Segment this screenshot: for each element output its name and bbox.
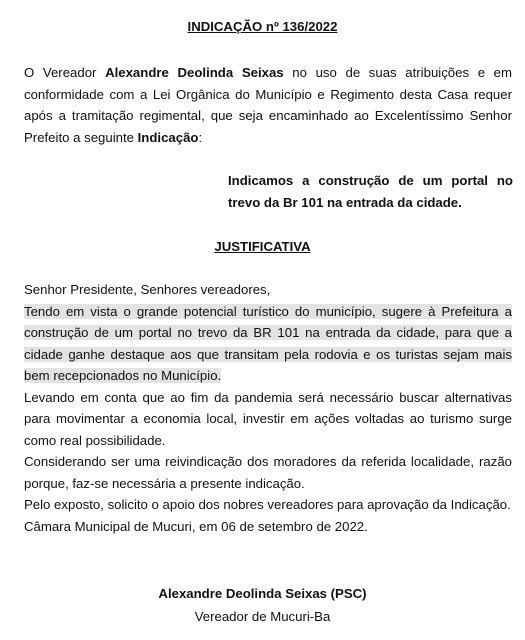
date-line: Câmara Municipal de Mucuri, em 06 de setembro de 2022. — [24, 518, 368, 534]
justification-paragraph: Considerando ser uma reivindicação dos moradores da referida localidade, razão porque, faz-se necessária a presente indicação. — [24, 454, 512, 491]
intro-text: no uso de suas atribuições e em conformidade com a Lei Orgânica do Município e Regimento desta Casa requer após a tramitação regimental, que seja encaminhado ao Excelentíssimo Senhor Prefeito a seguinte — [24, 65, 513, 145]
highlighted-text: Tendo em vista o grande potencial turístico do município, sugere à Prefeitura a construção de um portal no trevo da BR 101 na entrada da cidade, para que a cidade ganhe destaque aos que transitam pela rodovia e os turistas sejam mais bem recepcionados no Município. — [24, 303, 512, 383]
intro-paragraph — [24, 62, 512, 148]
signature-name: Alexandre Deolinda Seixas (PSC) — [158, 586, 367, 601]
document-title: INDICAÇÃO nº 136/2022 — [187, 19, 338, 34]
justification-paragraph — [24, 301, 512, 387]
request-paragraph: Pelo exposto, solicito o apoio dos nobres vereadores para aprovação da Indicação. — [24, 497, 511, 512]
indication-term: Indicação — [137, 129, 199, 145]
justification-paragraph: Levando em conta que ao fim da pandemia será necessário buscar alternativas para movimentar a economia local, investir em ações voltadas ao turismo surge como real possibilidade. — [24, 389, 512, 448]
salutation: Senhor Presidente, Senhores vereadores, — [24, 282, 271, 297]
intro-suffix: : — [198, 129, 203, 145]
justification-heading: JUSTIFICATIVA — [214, 239, 311, 254]
signature-role: Vereador de Mucuri-Ba — [194, 609, 331, 624]
justification-body — [24, 279, 512, 537]
indication-text: Indicamos a construção de um portal no trevo da Br 101 na entrada da cidade. — [228, 173, 513, 210]
councilor-name: Alexandre Deolinda Seixas — [105, 65, 284, 80]
intro-prefix: O Vereador — [24, 65, 106, 80]
